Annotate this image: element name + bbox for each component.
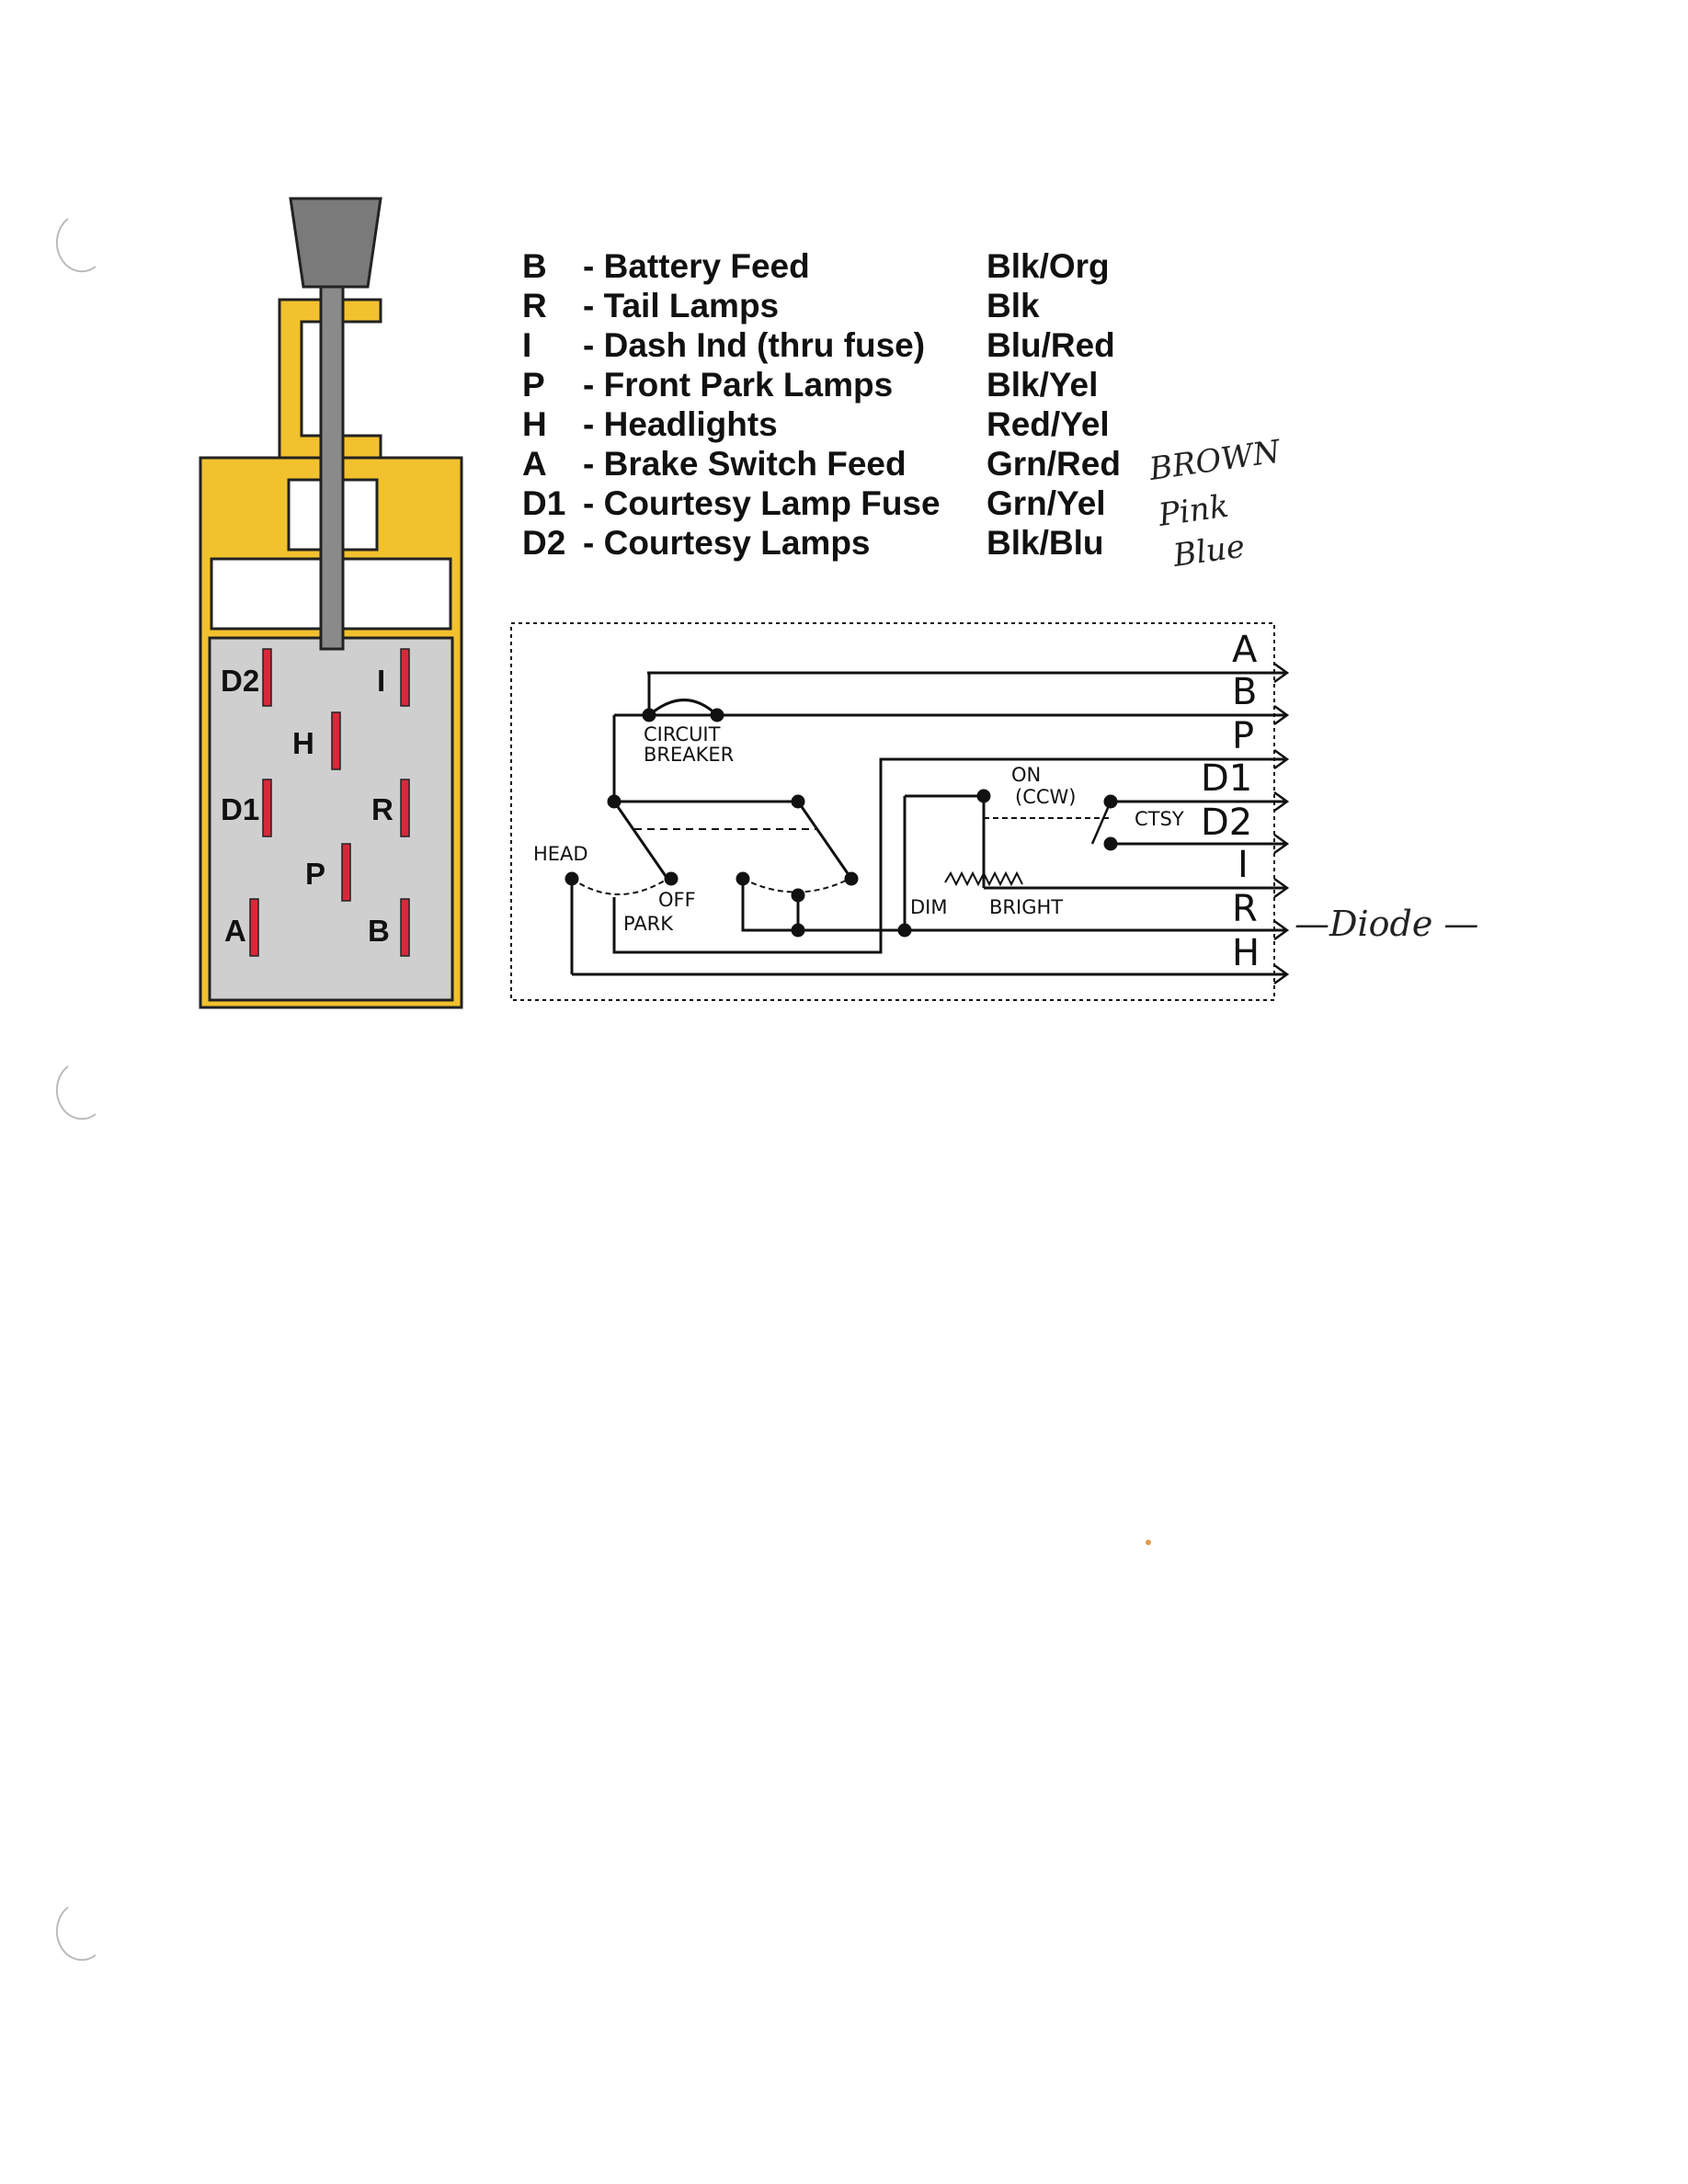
on-label: ON bbox=[1011, 764, 1042, 786]
legend-wire: Grn/Yel bbox=[987, 484, 1106, 522]
contact-p bbox=[342, 844, 350, 901]
legend-desc: - Dash Ind (thru fuse) bbox=[583, 326, 926, 364]
headlight-switch-illustration bbox=[200, 199, 462, 1007]
legend-wire: Blk/Blu bbox=[987, 524, 1104, 562]
contact-h bbox=[332, 712, 340, 769]
pin-label-b: B bbox=[368, 914, 390, 948]
legend-wire: Blu/Red bbox=[987, 326, 1115, 364]
legend-row bbox=[522, 287, 1040, 324]
head-label: HEAD bbox=[533, 843, 588, 865]
legend-row bbox=[522, 326, 1115, 364]
contact-d2 bbox=[263, 649, 271, 706]
legend-desc: - Brake Switch Feed bbox=[583, 445, 907, 483]
legend-wire: Blk bbox=[987, 287, 1040, 324]
pin-label-h: H bbox=[292, 726, 314, 760]
terminal-d1: D1 bbox=[1201, 757, 1253, 800]
terminal-d2: D2 bbox=[1201, 802, 1253, 844]
terminal-i: I bbox=[1237, 844, 1249, 886]
legend-wire: Blk/Org bbox=[987, 247, 1110, 285]
legend-pin: R bbox=[522, 287, 547, 324]
terminal-b: B bbox=[1232, 671, 1258, 713]
legend-pin: D2 bbox=[522, 524, 566, 562]
legend-pin: H bbox=[522, 405, 547, 443]
legend-desc: - Tail Lamps bbox=[583, 287, 780, 324]
contact-b bbox=[401, 899, 409, 956]
legend-desc: - Courtesy Lamps bbox=[583, 524, 871, 562]
circuit-label: CIRCUIT bbox=[644, 723, 721, 745]
handwritten-blue: Blue bbox=[1170, 528, 1248, 574]
switch-knob bbox=[291, 199, 381, 287]
off-label: OFF bbox=[658, 889, 696, 911]
legend-wire: Grn/Red bbox=[987, 445, 1121, 483]
pin-label-r: R bbox=[371, 792, 393, 826]
legend-row bbox=[522, 405, 1110, 443]
legend-row bbox=[522, 247, 1110, 285]
pin-label-i: I bbox=[377, 664, 386, 698]
breaker-label: BREAKER bbox=[644, 744, 735, 766]
pin-label-d1: D1 bbox=[221, 792, 260, 826]
contact-d1 bbox=[263, 779, 271, 836]
terminal-a: A bbox=[1232, 629, 1258, 671]
legend-wire: Blk/Yel bbox=[987, 366, 1099, 404]
legend-pin: P bbox=[522, 366, 545, 404]
legend-pin: B bbox=[522, 247, 547, 285]
legend-desc: - Front Park Lamps bbox=[583, 366, 894, 404]
legend-desc: - Courtesy Lamp Fuse bbox=[583, 484, 941, 522]
pin-label-d2: D2 bbox=[221, 664, 260, 698]
legend-row bbox=[522, 524, 1103, 562]
dim-label: DIM bbox=[910, 896, 948, 918]
terminal-h: H bbox=[1232, 932, 1260, 974]
legend-pin: A bbox=[522, 445, 547, 483]
legend-pin: I bbox=[522, 326, 532, 364]
handwritten-diode: —Diode — bbox=[1295, 904, 1479, 944]
handwritten-pink: Pink bbox=[1156, 487, 1231, 534]
bright-label: BRIGHT bbox=[989, 896, 1064, 918]
legend-desc: - Battery Feed bbox=[583, 247, 810, 285]
terminal-r: R bbox=[1232, 888, 1258, 930]
contact-r bbox=[401, 779, 409, 836]
handwritten-brown: BROWN bbox=[1146, 433, 1283, 488]
legend-desc: - Headlights bbox=[583, 405, 778, 443]
pin-label-a: A bbox=[224, 914, 246, 948]
legend-row bbox=[522, 445, 1121, 483]
pin-label-p: P bbox=[305, 857, 326, 891]
binder-holes bbox=[57, 219, 96, 1960]
legend-pin: D1 bbox=[522, 484, 566, 522]
terminal-p: P bbox=[1232, 715, 1255, 757]
contact-a bbox=[250, 899, 258, 956]
legend-wire: Red/Yel bbox=[987, 405, 1110, 443]
handwritten-notes bbox=[1146, 433, 1479, 944]
switch-shaft bbox=[321, 287, 343, 649]
legend-row bbox=[522, 366, 1098, 404]
park-label: PARK bbox=[623, 913, 674, 935]
paper-speck bbox=[1146, 1540, 1151, 1545]
ctsy-label: CTSY bbox=[1135, 808, 1184, 830]
ccw-label: (CCW) bbox=[1015, 786, 1077, 808]
legend-row bbox=[522, 484, 1106, 522]
pin-legend bbox=[522, 247, 1121, 562]
contact-i bbox=[401, 649, 409, 706]
